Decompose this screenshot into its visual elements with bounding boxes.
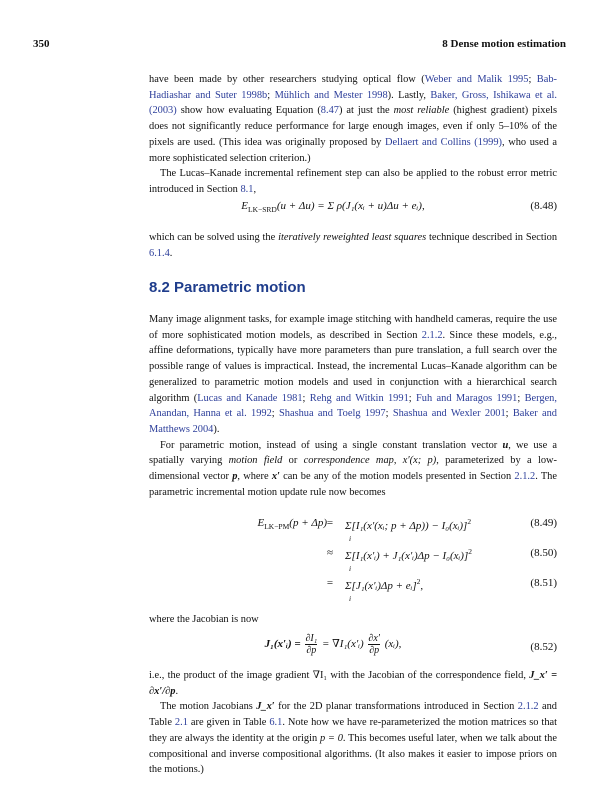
equation-number: (8.50) [530, 547, 557, 559]
section-heading: 8.2 Parametric motion [149, 279, 306, 296]
paragraph-1-container [149, 72, 557, 198]
equation-ref-link[interactable]: 8.47 [320, 105, 339, 117]
page-number: 350 [33, 38, 50, 50]
equation-8-50: ≈ Σ[I₁(x′ᵢ) + J₁(x′ᵢ)Δp − I₀(xᵢ)] i $^2$ (8.50) [326, 547, 557, 573]
equation-8-52: J₁(x′ᵢ) = $\frac{\text{∂I₁}}{\partial p}$ = ∇I₁(x′ᵢ) $\frac{\partial x'}{\partial p}$ (xᵢ), (8.52) [264, 633, 557, 656]
citation-link[interactable]: Fuh and Maragos 1991 [416, 392, 518, 404]
equation-8-49: $E_{LK-PM}(p + \Delta p)$ = Σ[I₁(x′(xᵢ; p + Δp)) − I₀(xᵢ)] i $^2$ (8.49) [257, 517, 557, 543]
section-ref-link[interactable]: 8.1 [240, 183, 254, 195]
citation-link[interactable]: Shashua and Wexler 2001 [392, 408, 506, 420]
paragraph-5: For parametric motion, instead of using a single constant translation vector u, we use a spatially varying motion field or correspondence map, x′(x; p), parameterized by a low-dimensional vector p, where x′ can be any of the motion models presented in Section 2.1.2. The parametric incremental motion update rule now becomes [149, 439, 558, 498]
citation-link[interactable]: Bab-Hadiashar and Suter 1998b [149, 74, 557, 101]
running-header [33, 38, 566, 50]
paragraph-7-container [149, 668, 557, 778]
citation-link[interactable]: Baker, Gross, Ishikawa et al. (2003) [149, 89, 557, 117]
equation-number: (8.48) [530, 200, 557, 212]
citation-link[interactable]: Weber and Malik 1995 [424, 74, 529, 85]
table-ref-link[interactable]: 6.1 [269, 717, 283, 729]
paragraph-4: Many image alignment tasks, for example image stitching with handheld cameras, require the use of more sophisticated motion models, as described in Section 2.1.2. Since these models, e.g., affine deformations, typically have more parameters than pure translation, a full search over the possible range of values is impractical. Instead, the incremental Lucas–Kanade algorithm can be generalized to parametric motion models and used in conjunction with a hierarchical search algorithm (Lucas and Kanade 1981; Rehg and Witkin 1991; Fuh and Maragos 1991; Bergen, Anandan, Hanna et al. 1992; Shashua and Toelg 1997; Shashua and Wexler 2001; Baker and Matthews 2004). [149, 314, 557, 435]
chapter-title: 8 Dense motion estimation [442, 38, 566, 50]
citation-link[interactable]: Lucas and Kanade 1981 [197, 392, 303, 404]
citation-link[interactable]: Rehg and Witkin 1991 [309, 392, 409, 404]
citation-link[interactable]: Dellaert and Collins (1999) [384, 136, 503, 148]
paragraph-7: i.e., the product of the image gradient ∇I₁ with the Jacobian of the correspondence field, J_x′ = ∂x′/∂p. [149, 670, 557, 697]
paragraph-3: which can be solved using the iteratively reweighted least squares technique described in Section 6.1.4. [149, 232, 558, 259]
section-ref-link[interactable]: 2.1.2 [421, 329, 443, 341]
citation-link[interactable]: Mühlich and Mester 1998 [274, 89, 388, 101]
paragraph-8: The motion Jacobians J_x′ for the 2D planar transformations introduced in Section 2.1.2 and Table 2.1 are given in Table 6.1. Note how we have re-parameterized the motion matrices so that they are always the identity at the origin p = 0. This becomes useful later, when we talk about the compositional and inverse compositional algorithms. (It also makes it easier to impose priors on the motions.) [149, 701, 558, 776]
citation-link[interactable]: Bergen, Anandan, Hanna et al. 1992 [149, 392, 557, 420]
equation-number: (8.51) [530, 577, 557, 589]
section-ref-link[interactable]: 2.1.2 [517, 701, 539, 713]
paragraph-6: where the Jacobian is now [149, 614, 259, 625]
paragraph-3-container [149, 230, 557, 261]
equation-number: (8.52) [530, 641, 557, 653]
citation-link[interactable]: Shashua and Toelg 1997 [278, 408, 386, 420]
paragraph-4-container [149, 312, 557, 500]
section-ref-link[interactable]: 6.1.4 [149, 247, 170, 259]
table-ref-link[interactable]: 2.1 [174, 717, 188, 729]
citation-link[interactable]: Baker and Matthews 2004 [149, 408, 557, 435]
paragraph-6-container [149, 612, 557, 628]
equation-8-48: $E_{LK-SRD}(u + \Delta u) = \Sigma$ ρ(J₁(xᵢ + u)Δu + eᵢ), (8.48) [241, 200, 557, 214]
equation-8-51: = Σ[J₁(x′ᵢ)Δp + eᵢ] i $^2$, (8.51) [326, 577, 557, 603]
section-ref-link[interactable]: 2.1.2 [514, 471, 536, 483]
equation-number: (8.49) [530, 517, 557, 529]
paragraph-2: The Lucas–Kanade incremental refinement step can also be applied to the robust error metric introduced in Section 8.1, [149, 168, 557, 195]
paragraph-1: have been made by other researchers studying optical flow (Weber and Malik 1995; Bab-Hadiashar and Suter 1998b; Mühlich and Mester 1998). Lastly, Baker, Gross, Ishikawa et al. (2003) show how evaluating Equation (8.47) at just the most reliable (highest gradient) pixels does not significantly reduce performance for large enough images, even if only 5–10% of the pixels are used. (This idea was originally proposed by Dellaert and Collins (1999), who used a more sophisticated selection criterion.) [149, 74, 558, 164]
